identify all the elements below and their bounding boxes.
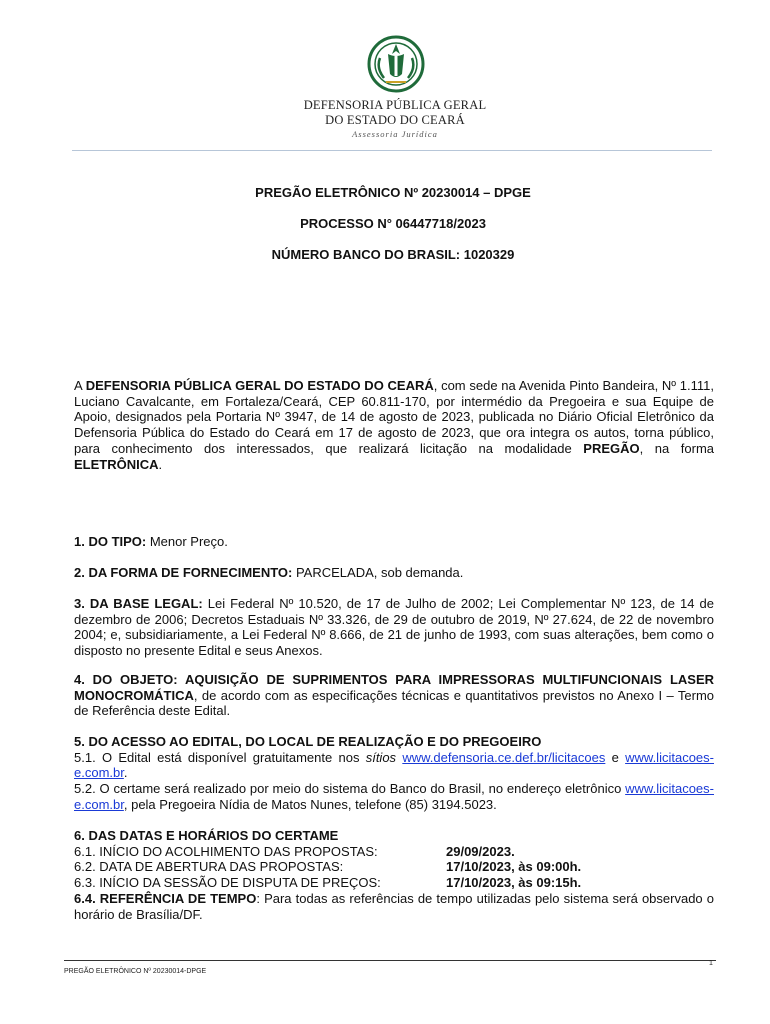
acesso-p2-b: , pela Pregoeira Nídia de Matos Nunes, telefone (85) 3194.5023. — [123, 796, 497, 812]
section-tipo-text: Menor Preço. — [146, 534, 228, 549]
date-row — [74, 844, 714, 860]
footer-divider — [64, 960, 716, 961]
intro-body: , com sede na Avenida Pinto Bandeira, Nº 1.111, Luciano Cavalcante, em Fortaleza/Ceará, CEP 60.811-170, por intermédio da Pregoeira e sua Equipe de Apoio, designados pela Portaria Nº 3947, de 14 de agosto de 2023, publicada no Diário Oficial Eletrônico da Defensoria Pública do Estado do Ceará em 17 de agosto de 2023, que ora integra os autos, torna público, para conhecimento dos interessados, que realizará licitação na modalidade — [74, 378, 714, 456]
header-divider — [72, 150, 712, 151]
institution-name-line2: DO ESTADO DO CEARÁ — [325, 113, 465, 127]
date-row — [74, 875, 714, 891]
section-objeto-label: 4. DO OBJETO: AQUISIÇÃO DE SUPRIMENTOS PARA IMPRESSORAS MULTIFUNCIONAIS LASER MONOCROMÁTICA — [74, 672, 714, 703]
intro-forma: ELETRÔNICA — [74, 456, 159, 472]
licitacoes-link-2[interactable]: www.licitacoes-e.com.br — [74, 781, 714, 812]
section-acesso-5-2 — [74, 781, 714, 812]
acesso-p1-c: e — [605, 749, 626, 765]
acesso-p1-a: 5.1. O Edital está disponível gratuitamente nos — [74, 749, 366, 765]
intro-prefix: A — [74, 378, 86, 393]
intro-paragraph — [74, 378, 714, 472]
section-base-legal-label: 3. DA BASE LEGAL: — [74, 596, 203, 611]
ref-text: : Para todas as referências de tempo utilizadas pelo sistema será observado o horário de Brasília/DF. — [74, 890, 715, 922]
intro-mid: , na forma — [639, 440, 715, 456]
section-fornecimento-text: PARCELADA, sob demanda. — [292, 565, 464, 580]
section-acesso-heading: 5. DO ACESSO AO EDITAL, DO LOCAL DE REALIZAÇÃO E DO PREGOEIRO — [74, 734, 542, 749]
banco-title: NÚMERO BANCO DO BRASIL: 1020329 — [271, 247, 515, 262]
institution-name-line1: DEFENSORIA PÚBLICA GERAL — [303, 98, 487, 112]
date-row-label: 6.1. INÍCIO DO ACOLHIMENTO DAS PROPOSTAS: — [74, 843, 378, 859]
section-tipo-label: 1. DO TIPO: — [74, 534, 147, 549]
acesso-p1-em: sítios — [365, 749, 397, 765]
processo-title: PROCESSO N° 06447718/2023 — [300, 216, 486, 231]
defensoria-link[interactable]: www.defensoria.ce.def.br/licitacoes — [402, 749, 606, 765]
date-row-value: 29/09/2023. — [446, 843, 515, 859]
licitacoes-link[interactable]: www.licitacoes-e.com.br — [74, 749, 714, 781]
date-row-label: 6.3. INÍCIO DA SESSÃO DE DISPUTA DE PREÇOS: — [74, 875, 381, 891]
pregao-title: PREGÃO ELETRÔNICO Nº 20230014 – DPGE — [255, 185, 531, 200]
section-acesso-5-1 — [74, 750, 714, 781]
section-base-legal-text: Lei Federal Nº 10.520, de 17 de Julho de 2002; Lei Complementar Nº 123, de 14 de dezembro de 2006; Decretos Estaduais Nº 33.326, de 29 de outubro de 2019, Nº 27.624, de 22 de novembro 2004; e, subsidiariamente, a Lei Federal Nº 8.666, de 21 de junho de 1993, com suas alterações, bem como o disposto no presente Edital e seus Anexos. — [74, 596, 714, 659]
intro-org: DEFENSORIA PÚBLICA GERAL DO ESTADO DO CEARÁ — [85, 378, 434, 393]
page-number: 1 — [709, 960, 713, 967]
department-name: Assessoria Jurídica — [352, 129, 438, 139]
date-row-label: 6.2. DATA DE ABERTURA DAS PROPOSTAS: — [74, 859, 344, 875]
intro-modalidade: PREGÃO — [583, 440, 640, 456]
section-objeto-text: , de acordo com as especificações técnicas e quantitativos previstos no Anexo I – Termo de Referência deste Edital. — [74, 687, 714, 719]
date-row-value: 17/10/2023, às 09:00h. — [446, 859, 582, 875]
intro-end: . — [158, 456, 163, 472]
section-fornecimento-label: 2. DA FORMA DE FORNECIMENTO: — [74, 565, 293, 580]
section-datas-ref — [74, 891, 714, 922]
section-datas-heading: 6. DAS DATAS E HORÁRIOS DO CERTAME — [74, 828, 339, 843]
section-base-legal — [74, 596, 714, 659]
section-tipo — [74, 534, 714, 550]
date-row-value: 17/10/2023, às 09:15h. — [446, 875, 582, 891]
date-row — [74, 859, 714, 875]
coat-of-arms-icon — [366, 34, 426, 94]
acesso-p2-a: 5.2. O certame será realizado por meio do sistema do Banco do Brasil, no endereço eletrônico — [74, 781, 626, 797]
section-datas — [74, 828, 714, 922]
section-acesso — [74, 734, 714, 813]
ref-label: 6.4. REFERÊNCIA DE TEMPO — [74, 890, 257, 906]
acesso-p1-d: . — [123, 765, 128, 781]
section-fornecimento — [74, 565, 714, 581]
section-objeto — [74, 672, 714, 719]
footer-text: PREGÃO ELETRÔNICO Nº 20230014-DPGE — [64, 968, 207, 975]
